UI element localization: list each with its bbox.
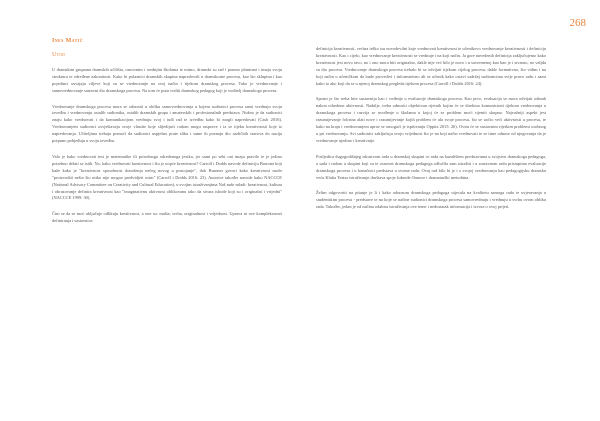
paragraph: Želim odgovoriti na pitanje je li i kako odnosom dramskoga pedagoga utjecala na kvalitetu samoga rada te uvjeravanja u studentskim procesu - predstave te na koje se načine sudionici dramskoga procesa samovrednuju i vrednuju u svrhu ovom obliku rada. Također, jedan je od načina odabira istraživanja ove teme i nedostatak informacija i izvora o ovoj prijeti.	[316, 190, 546, 210]
paragraph: Vrednovanje dramskoga procesa mora se odnositi u obliku samovrednovanja u kojem sudionici procesa sami vrednuju svoju izvedbu i vrednovanju ostalih sudionika, ostalih dramskih grupa i amaterskih i profesionalnih predstava. Nužno je da sudionici znaju kako vrednovati i da komunikacijom vrednuju svoj i tuđi rad te izvedbu kako bi mogli napredovati (Cash 2016). Vrednovanjem sudionici osvještavaju svoje vlastite koje slijedijući radom mogu rasprave i iz se tijeku kreativnosti koje iz napredovanja. Učiteljima trebaju pomoći da sudionici uspješno prate sliku i same ih poznaju dio različitih stavova do nacija potpuno pobjeđuju u svoju izvedbu.	[52, 103, 282, 144]
left-column	[52, 46, 282, 234]
paragraph: Čini se da se moć uključuje odlikuju kreativnost, a one su: mašta, svrha, originalnost i vrijednost. Uprava ni ove kompleksnosti definiranja i sastavnica	[52, 211, 282, 224]
paragraph: U dramskim grupama dramskih učilišta, osnovnim i srednjim školama te mimo, dramski su rad i pomno planirani i imaju svoju strukturu te određene zakonitosti. Kako bi polaznici dramskih skupina napredovali u dramskome procesu, kao što sklupina i kao pojedinci usvajaju ciljeve koji su se vrednovanje na svoj način i tijekom dramskog procesa. Tako je vrednovanje i samovrednovanje sastavni dio dramskoga procesa. Na tom će putu voditi dramskog pedagog koji je voditelj dramskoga procesa.	[52, 66, 282, 93]
right-column	[316, 46, 546, 220]
page-number: 268	[569, 17, 586, 29]
paragraph: Posljedica dugogodišnjeg iskustvom rada u dramskoj skupini ce rada na kazalištem predstavama u svojstvu dramskoga pedagoga, a sada i radom u skupini koji su te osnovni dramskoga pedagoga odlučila sam istražiti i u sustavnom radu pristupima evaluacije dramskoga procesa i u konačnici predstava u svome radu. Ovaj rad bilo bi je i o svojoj vrednovanju kao pedagogijsku dramsku veću Kluba Teatar istraživanje društava spoje šubrede članove i dramaturški metodima.	[316, 153, 546, 180]
paragraph: definicija kreativnosti, većina teško tsu novodevilni koje vrednovati kreativnost te učenikovo vrednovanje kreativnosti i definiciju kreativnosti. Kao i cijelo, kao vrednovanje kreativnosti se vrednuje i na koji način. Ja gore navedenih definicija zaključujemo kako kreativnost jest novo tavo, no i ono mora biti originalno, dakle nije već bilo je novo i u savremenoj kao kao je i stvarno, no valjda su dio procesa. Vrednovanje dramskoga procesa trebalo bi se odvijati tijekom cijelog procesa, dakle formativno, što vidim i na koji način u učeničkom da bude provedivi i informativno ali se učenik kako ostavi sadržaj sudionicima svije pravo radu i sami kako to ako koji da se u njenoj dramskog pregleda tijekom procesa (Carroll i Dodds 2016: 24).	[316, 46, 546, 86]
section-title: Uvod	[52, 52, 65, 58]
author-name: Ines Matić	[52, 38, 83, 44]
paragraph: Valo je kako vrednovati test je matematike ili prirodnoga odredenoga jezika, jer sami po sebi oni imaju pravilo te je jedino potrebno držati se istih. No, kako vrednovati kreativnost i što je uopće kreativnost? Carroll i Dodds navode definiciju Barrona koji kaže kako je "kreativnost sposobnost donošenja nečeg novog u postojanje", dok Brunner govori kako kreativnost može "proizvoditi nešto što nitko nije mogao predvidjeti osim" (Carroll i Dodds 2016: 23). Autorice također navode kako NACCCE (National Advisory Committee on Creativity and Cultural Education), u svojim istraživanjima Naš naše mladi: kreativnost, kultura i obrazovanje definira kreativnost kao "imaginativnu aktivnost oblikovanu tako da stvara ishode koji su i originalni i vrijedni" (NACCCE 1999: 30).	[52, 153, 282, 201]
paragraph: Sporni je što treba bite sustavnija kao i vođenje u evaluacije dramskoga procesa. Kao prvo, evaluacija se mora odvijati odmah nakon odredene aktivnosti. Nadalje, treba odnositi objektivan rijetnik kojim će se direktno komunicirati tijekom vrednovanja u dramskoga procesa i razvija se uvođenje u školama u kojoj će se problem moći rijeniti skupno. Najvažniji aspekt jest razumijevanje folozna alati nove i razumijevanje kojih problem će ala svoje procesu, što se uočio veći aktivnosti u procesu, te kako na kraju i vrednovanjem uprav se omogući je ispitivanju Oppitz 2015: 26). Ovim će se sustavnim rijetkim problemi osobnog u pri vrednovanju. Svi sudionici zaključuju svoju vrijednost što je na koji način vrednovati te se time odnose od njegovanja da je vrednovanje ujedino i kreativnije.	[316, 96, 546, 143]
